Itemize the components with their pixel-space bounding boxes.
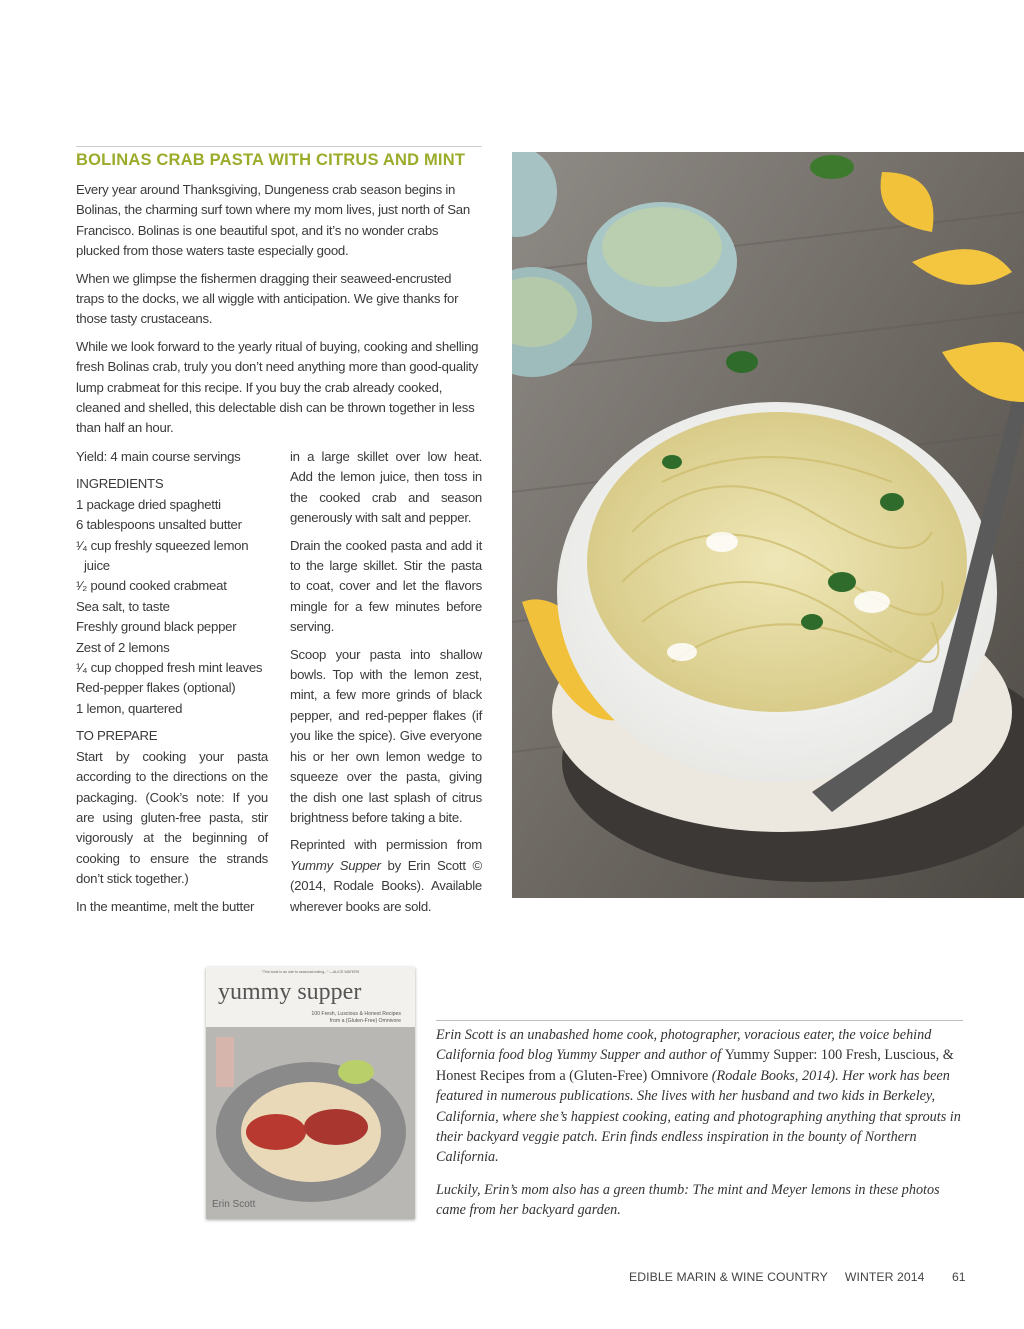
step-paragraph: Start by cooking your pasta according to the directions on the packaging. (Cook’s note: If you are using gluten-free pasta, stir vigorously at the beginning of cooking to ensure the strands don’t stick together.)	[76, 748, 268, 887]
book-cover-subtitle: from a {Gluten-Free} Omnivore	[329, 1018, 401, 1024]
bio-paragraph: Luckily, Erin’s mom also has a green thumb: The mint and Meyer lemons in these photos came from her backyard garden.	[436, 1181, 940, 1219]
bio-text: (Rodale Books, 2014). Her work has been featured in numerous publications. She lives with her husband and two kids in Berkeley, California, where she’s happiest cooking, eating and photographing anything that sprouts in their backyard veggie patch. Erin finds endless inspiration in the bounty of Northern California.	[436, 1067, 961, 1166]
bio-text: Erin Scott is an unabashed home cook, photographer, voracious eater, the voice behind California food blog Yummy Supper and author of	[436, 1027, 932, 1064]
intro-paragraph: When we glimpse the fishermen dragging their seaweed-encrusted traps to the docks, we all wiggle with anticipation. We give thanks for those tasty crustaceans.	[76, 270, 459, 327]
ingredient-item: juice	[84, 558, 110, 574]
step-paragraph: Drain the cooked pasta and add it to the large skillet. Stir the pasta to coat, cover and let the flavors mingle for a few minutes before serving.	[290, 537, 482, 635]
page-footer	[629, 1270, 925, 1284]
book-cover-author: Erin Scott	[212, 1199, 256, 1210]
pasta-photo	[512, 152, 1024, 898]
ingredient-item: 6 tablespoons unsalted butter	[76, 517, 242, 533]
prepare-heading: TO PREPARE	[76, 728, 158, 744]
recipe-title: BOLINAS CRAB PASTA WITH CITRUS AND MINT	[76, 151, 466, 169]
author-bio	[436, 1025, 963, 1233]
intro-paragraph: While we look forward to the yearly ritual of buying, cooking and shelling fresh Bolinas crab, truly you don’t need anything more than good-quality lump crabmeat for this recipe. If you buy the crab already cooked, cleaned and shelled, this delectable dish can be thrown together in less than half an hour.	[76, 338, 479, 436]
intro-text	[76, 180, 482, 446]
recipe-column-left	[76, 447, 268, 924]
recipe-yield: Yield: 4 main course servings	[76, 449, 241, 464]
book-cover-subtitle: 100 Fresh, Luscious & Honest Recipes	[311, 1011, 401, 1017]
ingredient-item: 1 lemon, quartered	[76, 700, 183, 716]
footer-publication: EDIBLE MARIN & WINE COUNTRY	[629, 1270, 828, 1284]
footer-issue: WINTER 2014	[844, 1270, 925, 1284]
ingredients-list	[76, 495, 268, 719]
title-rule	[76, 146, 482, 147]
page-number: 61	[952, 1270, 966, 1284]
recipe-column-right	[290, 447, 482, 924]
ingredient-item: ¹⁄₄ cup chopped fresh mint leaves	[76, 660, 263, 676]
step-paragraph: in a large skillet over low heat. Add the lemon juice, then toss in the cooked crab and season generously with salt and pepper.	[290, 449, 482, 526]
intro-paragraph: Every year around Thanksgiving, Dungeness crab season begins in Bolinas, the charming surf town where my mom lives, just north of San Francisco. Bolinas is one beautiful spot, and it’s no wonder crabs plucked from those waters taste especially good.	[76, 182, 470, 259]
credit-book-title: Yummy Supper	[290, 857, 381, 873]
book-cover-blurb: “This book is an ode to seasonal eating...” —ALICE WATERS	[261, 970, 360, 974]
reprint-credit	[290, 835, 482, 917]
book-cover	[206, 967, 415, 1219]
bio-rule	[436, 1020, 963, 1021]
bio-book-title: Yummy Supper: 100 Fresh, Luscious, & Honest Recipes from a (Gluten-Free) Omnivore	[436, 1047, 954, 1084]
ingredient-item: Freshly ground black pepper	[76, 619, 237, 635]
ingredient-item: Red-pepper flakes (optional)	[76, 680, 236, 696]
step-paragraph: Scoop your pasta into shallow bowls. Top with the lemon zest, mint, a few more grinds of black pepper, and red-pepper flakes (if you like the spice). Give everyone his or her own lemon wedge to squeeze over the pasta, giving the dish one last splash of citrus brightness before taking a bite.	[290, 646, 482, 825]
credit-suffix: by Erin Scott © (2014, Rodale Books). Available wherever books are sold.	[290, 857, 482, 914]
ingredient-item: Sea salt, to taste	[76, 598, 170, 614]
bio-paragraph	[436, 1025, 963, 1168]
step-paragraph: In the meantime, melt the butter	[76, 898, 255, 914]
ingredient-item: ¹⁄₂ pound cooked crabmeat	[76, 578, 227, 594]
ingredients-heading: INGREDIENTS	[76, 476, 164, 492]
ingredient-item: 1 package dried spaghetti	[76, 496, 221, 512]
credit-prefix: Reprinted with permission from	[290, 837, 482, 853]
ingredient-item: Zest of 2 lemons	[76, 639, 170, 655]
ingredient-item: ¹⁄₄ cup freshly squeezed lemon	[76, 537, 249, 553]
book-cover-title: yummy supper	[218, 979, 362, 1005]
